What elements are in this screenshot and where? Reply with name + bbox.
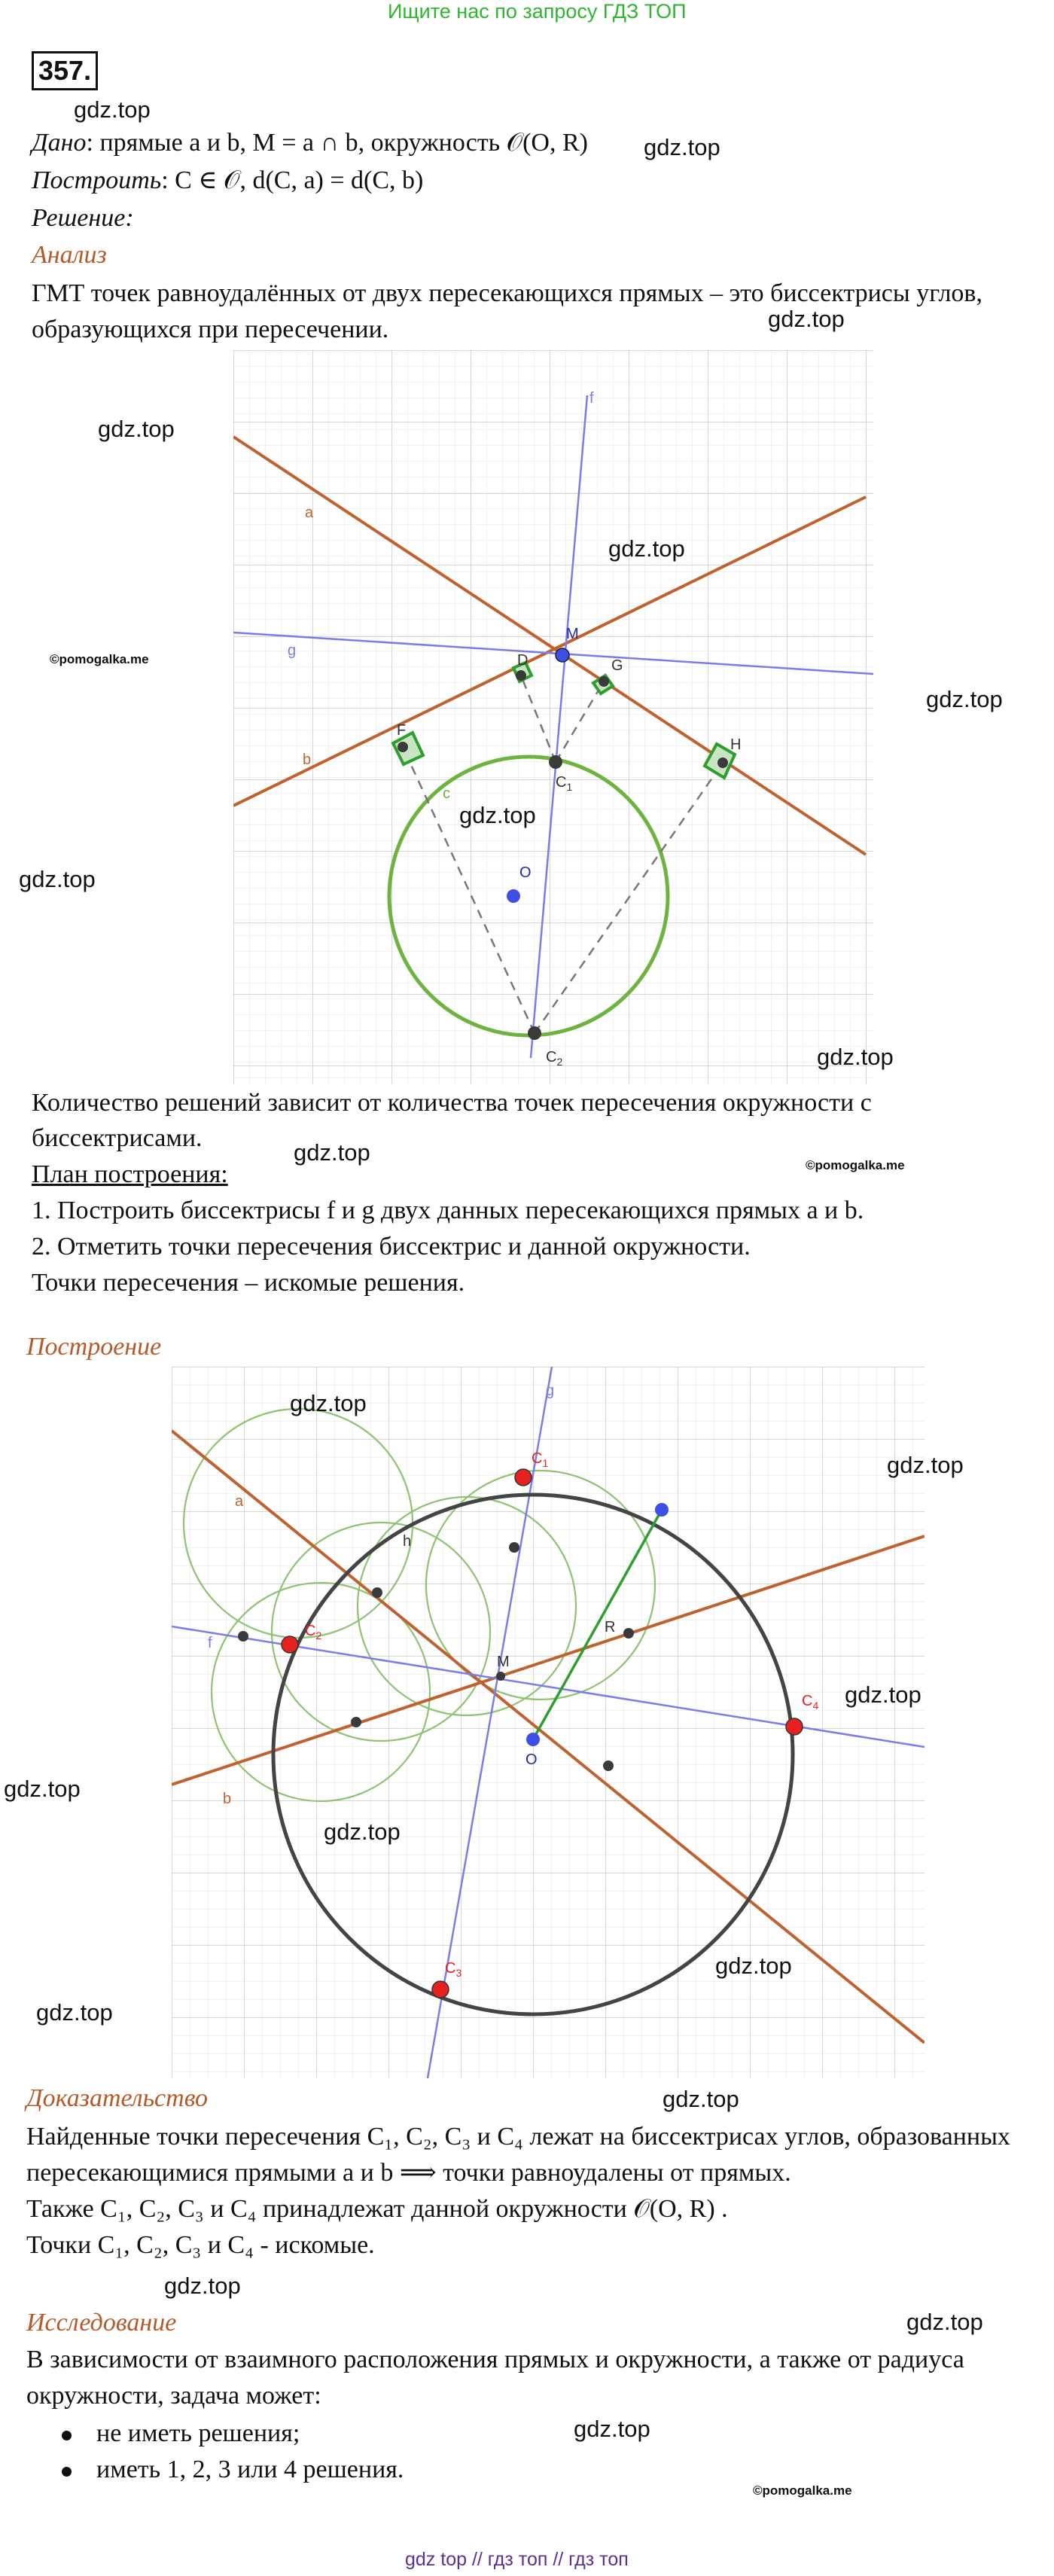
footer-links[interactable]: gdz top // гдз топ // гдз топ (405, 2549, 629, 2570)
point-aux (372, 1587, 382, 1598)
analysis-heading: Анализ (32, 241, 107, 269)
label-c3: $C_3$ (445, 1960, 462, 1979)
grid-major (233, 350, 873, 1084)
label-a: a (305, 505, 314, 521)
analysis-after2: биссектрисами. (32, 1124, 203, 1152)
watermark-gdz: gdz.top (663, 2086, 739, 2112)
label-m: M (497, 1654, 510, 1670)
point-c2 (282, 1636, 298, 1653)
research-line2: окружности, задача может: (26, 2382, 321, 2410)
label-f: f (208, 1635, 212, 1651)
watermark-gdz: gdz.top (36, 1999, 113, 2026)
label-g: g (288, 642, 297, 659)
construct-label: Построить (32, 166, 162, 194)
watermark-gdz: gdz.top (926, 686, 1003, 712)
point-aux (238, 1631, 248, 1642)
label-b: b (223, 1791, 232, 1807)
label-a: a (235, 1493, 244, 1510)
analysis-after1: Количество решений зависит от количества точек пересечения окружности с (32, 1089, 872, 1117)
plan-step1: 1. Построить биссектрисы f и g двух данных пересекающихся прямых a и b. (32, 1197, 864, 1224)
given-line (32, 128, 588, 159)
point-f (398, 742, 408, 752)
label-c1: $C_1$ (556, 774, 573, 793)
label-m: M (566, 626, 579, 642)
watermark-gdz: gdz.top (817, 1044, 894, 1070)
label-f-point: F (397, 722, 407, 739)
label-c2: $C_2$ (546, 1049, 563, 1068)
watermark-gdz: gdz.top (164, 2273, 241, 2299)
watermark-gdz: gdz.top (74, 96, 151, 123)
research-bullet1: не иметь решения; (96, 2419, 300, 2447)
watermark-gdz: gdz.top (19, 866, 96, 892)
research-heading: Исследование (26, 2309, 177, 2337)
point-o (507, 889, 520, 903)
watermark-gdz: gdz.top (294, 1139, 370, 1166)
plan-title: План построения: (32, 1160, 228, 1188)
watermark-gdz: gdz.top (845, 1681, 921, 1708)
plan-step2: 2. Отметить точки пересечения биссектрис и данной окружности. (32, 1233, 751, 1261)
construct-text: : C ∈ 𝒪, d(C, a) = d(C, b) (161, 166, 424, 194)
label-c2: $C_2$ (305, 1623, 322, 1642)
research-line1: В зависимости от взаимного расположения прямых и окружности, а также от радиуса (26, 2346, 964, 2373)
point-aux (603, 1761, 614, 1771)
problem-number: 357. (32, 51, 98, 90)
watermark-gdz: gdz.top (574, 2416, 650, 2442)
watermark-gdz: gdz.top (459, 802, 536, 828)
point-c1 (549, 755, 562, 769)
watermark-pomogalka: ©pomogalka.me (50, 652, 149, 666)
point-r (623, 1628, 634, 1639)
label-r: R (605, 1619, 616, 1636)
point-c2 (528, 1026, 541, 1040)
solution-label: Решение: (32, 204, 134, 232)
point-h (717, 758, 728, 768)
watermark-pomogalka: ©pomogalka.me (753, 2483, 852, 2498)
point-c3 (432, 1981, 449, 1998)
watermark-gdz: gdz.top (324, 1818, 401, 1845)
research-bullet2: иметь 1, 2, 3 или 4 решения. (96, 2456, 404, 2483)
watermark-gdz: gdz.top (4, 1776, 81, 1802)
proof-line1: Найденные точки пересечения C₁, C₂, C₃ и C₄ лежат на биссектрисах углов, образованных (26, 2123, 1010, 2151)
label-h: h (403, 1533, 412, 1550)
label-h: H (730, 736, 742, 753)
point-aux (351, 1717, 361, 1727)
analysis-line1: ГМТ точек равноудалённых от двух пересекающихся прямых – это биссектрисы углов, (32, 279, 982, 307)
point-o (526, 1733, 540, 1746)
bullet (62, 2467, 72, 2477)
construction-heading: Построение (26, 1333, 162, 1361)
given-label: Дано (32, 129, 87, 157)
analysis-line2: образующихся при пересечении. (32, 316, 389, 343)
watermark-gdz: gdz.top (906, 2309, 983, 2335)
bullet (62, 2431, 72, 2440)
point-c1 (515, 1469, 532, 1486)
point-c4 (786, 1718, 803, 1735)
watermark-gdz: gdz.top (887, 1452, 964, 1478)
watermark-gdz: gdz.top (768, 306, 845, 332)
watermark-pomogalka: ©pomogalka.me (806, 1158, 905, 1172)
label-o: O (525, 1751, 538, 1768)
construction-figure (172, 1367, 925, 2078)
watermark-gdz: gdz.top (98, 416, 175, 442)
watermark-gdz: gdz.top (644, 134, 720, 160)
analysis-figure (233, 350, 873, 1084)
label-o: O (519, 864, 532, 881)
given-text: : прямые a и b, M = a ∩ b, окружность 𝒪(O, R) (86, 129, 588, 157)
search-hint[interactable]: Ищите нас по запросу ГДЗ ТОП (388, 0, 687, 23)
proof-line3: Также C₁, C₂, C₃ и C₄ принадлежат данной окружности 𝒪(O, R) . (26, 2195, 728, 2223)
label-c1: $C_1$ (532, 1450, 549, 1469)
label-g-point: G (611, 657, 623, 674)
label-d: D (517, 652, 529, 669)
point-g (599, 676, 609, 687)
label-b: b (303, 751, 312, 768)
point-m (496, 1672, 505, 1681)
proof-heading: Доказательство (26, 2084, 209, 2112)
grid-major (172, 1367, 925, 2078)
point-aux (509, 1542, 519, 1553)
label-c4: $C_4$ (802, 1693, 819, 1712)
plan-result: Точки пересечения – искомые решения. (32, 1269, 465, 1297)
proof-line4: Точки C₁, C₂, C₃ и C₄ - искомые. (26, 2231, 375, 2259)
point-d (516, 670, 526, 681)
point-radius-end (655, 1503, 669, 1517)
watermark-gdz: gdz.top (608, 535, 685, 562)
label-g: g (546, 1383, 555, 1399)
watermark-gdz: gdz.top (715, 1953, 792, 1979)
point-m (556, 648, 569, 662)
proof-line2: пересекающимися прямыми a и b ⟹ точки равноудалены от прямых. (26, 2159, 791, 2187)
label-c: c (443, 785, 450, 802)
construct-line (32, 166, 423, 197)
watermark-gdz: gdz.top (290, 1390, 367, 1416)
label-f: f (589, 390, 594, 407)
